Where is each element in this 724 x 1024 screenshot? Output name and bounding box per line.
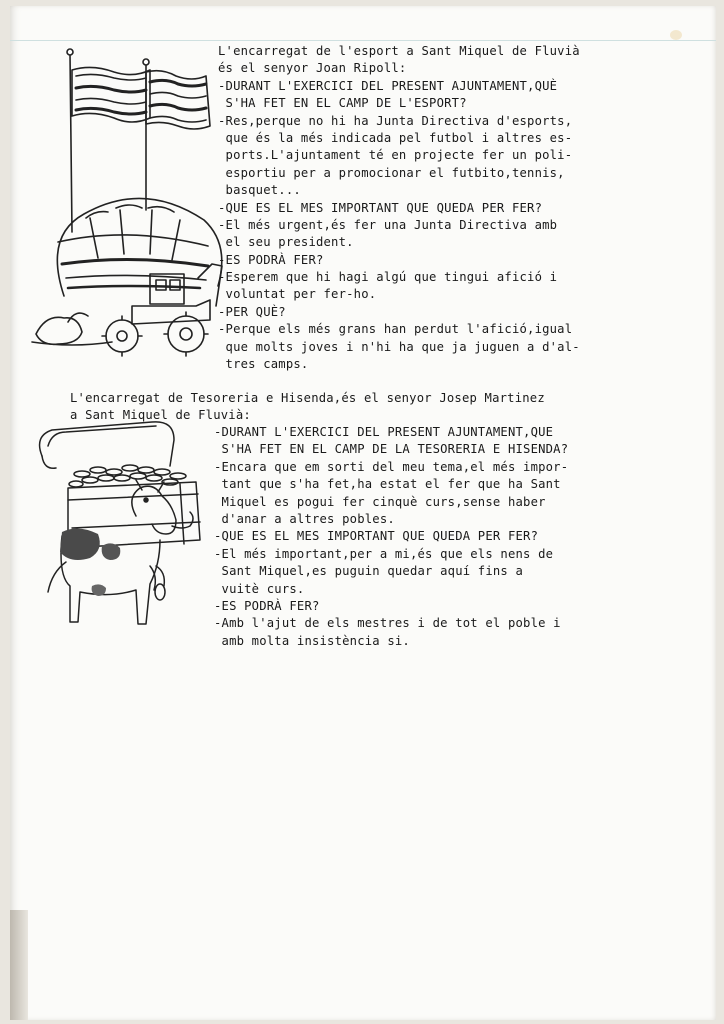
treasury-interview-line: d'anar a altres pobles. xyxy=(214,511,395,526)
sport-interview-line: L'encarregat de l'esport a Sant Miquel de Fluvià xyxy=(218,44,580,58)
sport-interview-line: ports.L'ajuntament té en projecte fer un poli- xyxy=(218,148,573,163)
paper-stain xyxy=(670,30,682,40)
treasury-interview-line: -ES PODRÀ FER? xyxy=(214,598,320,613)
treasury-interview-line: vuitè curs. xyxy=(214,581,305,596)
sport-interview-line: voluntat per fer-ho. xyxy=(218,287,377,302)
treasury-interview-line: -DURANT L'EXERCICI DEL PRESENT AJUNTAMENT,QUE xyxy=(214,425,554,439)
typewritten-page xyxy=(10,6,716,1020)
sport-interview-line: -PER QUÈ? xyxy=(218,304,286,319)
sport-interview-line: S'HA FET EN EL CAMP DE L'ESPORT? xyxy=(218,96,467,111)
sport-interview-line: és el senyor Joan Ripoll: xyxy=(218,61,407,76)
cow-spot xyxy=(60,528,100,560)
cow-udder xyxy=(155,584,165,600)
sport-interview-line: -ES PODRÀ FER? xyxy=(218,252,324,267)
treasury-interview-line: -Amb l'ajut de els mestres i de tot el poble i xyxy=(214,616,561,631)
treasury-interview-line: -QUE ES EL MES IMPORTANT QUE QUEDA PER FER? xyxy=(214,529,539,544)
tractor-wheel-left xyxy=(106,320,138,352)
sport-interview-line: que és la més indicada pel futbol i altres es- xyxy=(218,130,573,145)
treasury-interview-line: amb molta insistència si. xyxy=(214,633,410,648)
treasury-interview-line: tant que s'ha fet,ha estat el fer que ha Sant xyxy=(214,477,561,492)
treasury-intro-line: a Sant Miquel de Fluvià: xyxy=(70,408,251,423)
tractor-cab xyxy=(150,274,184,304)
cow-head xyxy=(132,486,176,534)
sport-interview-line: -DURANT L'EXERCICI DEL PRESENT AJUNTAMENT,QUÈ xyxy=(218,78,558,93)
treasury-interview xyxy=(214,424,568,650)
treasury-interview-line: Miquel es pogui fer cinquè curs,sense haber xyxy=(214,494,546,509)
sport-interview-line: -Esperem que hi hagi algú que tingui afició i xyxy=(218,270,558,285)
treasury-intro-line: L'encarregat de Tesoreria e Hisenda,és el senyor Josep Martinez xyxy=(70,391,545,405)
rocks xyxy=(36,317,82,344)
sport-interview-line: -Perque els més grans han perdut l'afició,igual xyxy=(218,322,573,337)
chest-lid xyxy=(40,422,174,466)
stadium-dome xyxy=(57,198,221,296)
sport-interview-line: tres camps. xyxy=(218,357,309,372)
sport-interview-line: esportiu per a promocionar el futbito,tennis, xyxy=(218,165,565,180)
page-edge-shadow xyxy=(10,910,28,1020)
sport-interview-line: el seu president. xyxy=(218,235,354,250)
treasury-interview-line: S'HA FET EN EL CAMP DE LA TESORERIA E HISENDA? xyxy=(214,442,569,457)
sport-interview xyxy=(218,43,580,373)
sport-interview-line: -Res,perque no hi ha Junta Directiva d'esports, xyxy=(218,113,573,128)
page-top-rule xyxy=(10,40,716,41)
sport-interview-line: -QUE ES EL MES IMPORTANT QUE QUEDA PER FER? xyxy=(218,200,543,215)
treasury-interview-line: -Encara que em sorti del meu tema,el més impor- xyxy=(214,459,569,474)
sport-interview-line: que molts joves i n'hi ha que ja juguen a d'al- xyxy=(218,339,580,354)
treasury-interview-line: -El més important,per a mi,és que els nens de xyxy=(214,546,554,561)
sport-interview-line: -El més urgent,és fer una Junta Directiva amb xyxy=(218,217,558,232)
treasury-interview-line: Sant Miquel,es puguin quedar aquí fins a xyxy=(214,564,524,579)
treasure-chest-cow-drawing xyxy=(32,416,212,628)
sport-interview-line: basquet... xyxy=(218,183,301,198)
flags-stadium-tractor-drawing xyxy=(28,42,228,362)
